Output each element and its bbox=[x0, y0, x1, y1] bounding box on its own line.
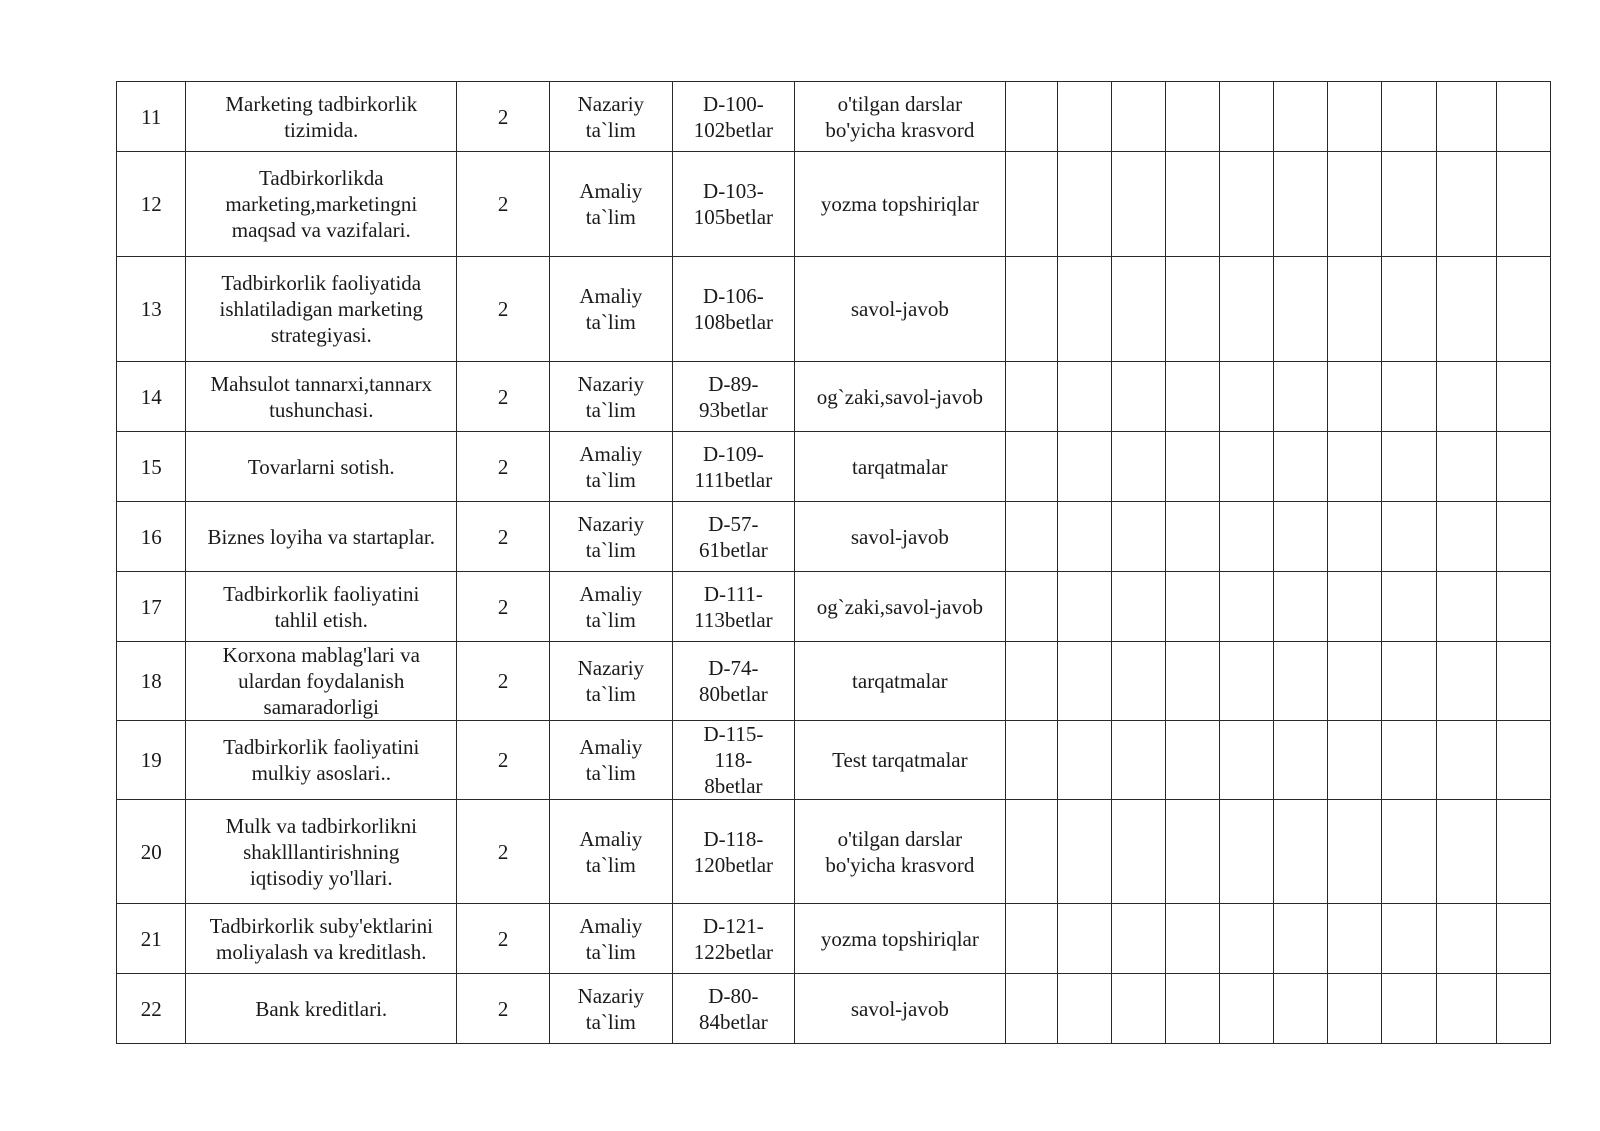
empty-grid-cell bbox=[1165, 257, 1219, 362]
lesson-topic-cell: Tovarlarni sotish. bbox=[186, 432, 457, 502]
lesson-hours-cell: 2 bbox=[457, 974, 550, 1044]
lesson-pages-cell: D-109- 111betlar bbox=[672, 432, 795, 502]
lesson-hours-cell: 2 bbox=[457, 432, 550, 502]
lesson-number-cell: 21 bbox=[117, 904, 186, 974]
lesson-topic-cell: Mulk va tadbirkorlikni shaklllantirishning iqtisodiy yo'llari. bbox=[186, 800, 457, 904]
lesson-number-cell: 22 bbox=[117, 974, 186, 1044]
empty-grid-cell bbox=[1274, 362, 1328, 432]
empty-grid-cell bbox=[1436, 974, 1496, 1044]
empty-grid-cell bbox=[1005, 974, 1057, 1044]
empty-grid-cell bbox=[1496, 974, 1550, 1044]
empty-grid-cell bbox=[1436, 904, 1496, 974]
empty-grid-cell bbox=[1274, 502, 1328, 572]
empty-grid-cell bbox=[1220, 800, 1274, 904]
empty-grid-cell bbox=[1111, 362, 1165, 432]
empty-grid-cell bbox=[1165, 362, 1219, 432]
empty-grid-cell bbox=[1165, 904, 1219, 974]
lesson-method-cell: tarqatmalar bbox=[795, 642, 1005, 721]
empty-grid-cell bbox=[1496, 432, 1550, 502]
empty-grid-cell bbox=[1274, 904, 1328, 974]
empty-grid-cell bbox=[1382, 572, 1436, 642]
empty-grid-cell bbox=[1165, 82, 1219, 152]
lesson-pages-cell: D-74- 80betlar bbox=[672, 642, 795, 721]
empty-grid-cell bbox=[1005, 642, 1057, 721]
lesson-topic-cell: Korxona mablag'lari va ulardan foydalanish samaradorligi bbox=[186, 642, 457, 721]
empty-grid-cell bbox=[1496, 904, 1550, 974]
lesson-number-cell: 18 bbox=[117, 642, 186, 721]
empty-grid-cell bbox=[1005, 800, 1057, 904]
empty-grid-cell bbox=[1220, 502, 1274, 572]
lesson-method-cell: o'tilgan darslar bo'yicha krasvord bbox=[795, 800, 1005, 904]
lesson-pages-cell: D-106- 108betlar bbox=[672, 257, 795, 362]
lesson-number-cell: 17 bbox=[117, 572, 186, 642]
lesson-method-cell: og`zaki,savol-javob bbox=[795, 362, 1005, 432]
lesson-method-cell: Test tarqatmalar bbox=[795, 721, 1005, 800]
empty-grid-cell bbox=[1382, 800, 1436, 904]
lesson-number-cell: 12 bbox=[117, 152, 186, 257]
empty-grid-cell bbox=[1382, 257, 1436, 362]
empty-grid-cell bbox=[1274, 82, 1328, 152]
empty-grid-cell bbox=[1382, 362, 1436, 432]
empty-grid-cell bbox=[1328, 362, 1382, 432]
empty-grid-cell bbox=[1220, 642, 1274, 721]
empty-grid-cell bbox=[1496, 572, 1550, 642]
lesson-number-cell: 15 bbox=[117, 432, 186, 502]
empty-grid-cell bbox=[1057, 502, 1111, 572]
lesson-hours-cell: 2 bbox=[457, 800, 550, 904]
empty-grid-cell bbox=[1005, 572, 1057, 642]
empty-grid-cell bbox=[1274, 152, 1328, 257]
lesson-type-cell: Amaliy ta`lim bbox=[550, 904, 673, 974]
lesson-pages-cell: D-89- 93betlar bbox=[672, 362, 795, 432]
empty-grid-cell bbox=[1220, 432, 1274, 502]
lesson-method-cell: tarqatmalar bbox=[795, 432, 1005, 502]
lesson-hours-cell: 2 bbox=[457, 362, 550, 432]
lesson-topic-cell: Tadbirkorlik faoliyatida ishlatiladigan marketing strategiyasi. bbox=[186, 257, 457, 362]
empty-grid-cell bbox=[1436, 721, 1496, 800]
table-row bbox=[117, 904, 1551, 974]
lesson-number-cell: 19 bbox=[117, 721, 186, 800]
empty-grid-cell bbox=[1111, 800, 1165, 904]
empty-grid-cell bbox=[1436, 432, 1496, 502]
lesson-topic-cell: Tadbirkorlik faoliyatini tahlil etish. bbox=[186, 572, 457, 642]
lesson-type-cell: Amaliy ta`lim bbox=[550, 800, 673, 904]
empty-grid-cell bbox=[1220, 152, 1274, 257]
table-row bbox=[117, 572, 1551, 642]
lesson-pages-cell: D-121- 122betlar bbox=[672, 904, 795, 974]
empty-grid-cell bbox=[1220, 721, 1274, 800]
lesson-number-cell: 16 bbox=[117, 502, 186, 572]
lesson-method-cell: o'tilgan darslar bo'yicha krasvord bbox=[795, 82, 1005, 152]
empty-grid-cell bbox=[1274, 642, 1328, 721]
empty-grid-cell bbox=[1496, 502, 1550, 572]
table-body bbox=[117, 82, 1551, 1044]
lesson-method-cell: savol-javob bbox=[795, 502, 1005, 572]
lesson-number-cell: 13 bbox=[117, 257, 186, 362]
empty-grid-cell bbox=[1496, 800, 1550, 904]
empty-grid-cell bbox=[1382, 432, 1436, 502]
empty-grid-cell bbox=[1057, 642, 1111, 721]
table-row bbox=[117, 800, 1551, 904]
lesson-plan-table bbox=[116, 81, 1551, 1044]
empty-grid-cell bbox=[1111, 974, 1165, 1044]
lesson-type-cell: Amaliy ta`lim bbox=[550, 432, 673, 502]
lesson-topic-cell: Tadbirkorlik faoliyatini mulkiy asoslari.. bbox=[186, 721, 457, 800]
lesson-method-cell: savol-javob bbox=[795, 974, 1005, 1044]
empty-grid-cell bbox=[1496, 721, 1550, 800]
empty-grid-cell bbox=[1220, 572, 1274, 642]
lesson-type-cell: Nazariy ta`lim bbox=[550, 82, 673, 152]
lesson-method-cell: og`zaki,savol-javob bbox=[795, 572, 1005, 642]
table-row bbox=[117, 642, 1551, 721]
empty-grid-cell bbox=[1057, 974, 1111, 1044]
empty-grid-cell bbox=[1111, 152, 1165, 257]
empty-grid-cell bbox=[1328, 257, 1382, 362]
empty-grid-cell bbox=[1274, 432, 1328, 502]
empty-grid-cell bbox=[1382, 502, 1436, 572]
lesson-type-cell: Nazariy ta`lim bbox=[550, 974, 673, 1044]
lesson-type-cell: Amaliy ta`lim bbox=[550, 572, 673, 642]
empty-grid-cell bbox=[1382, 82, 1436, 152]
empty-grid-cell bbox=[1111, 257, 1165, 362]
lesson-number-cell: 14 bbox=[117, 362, 186, 432]
empty-grid-cell bbox=[1165, 572, 1219, 642]
lesson-type-cell: Amaliy ta`lim bbox=[550, 152, 673, 257]
lesson-topic-cell: Biznes loyiha va startaplar. bbox=[186, 502, 457, 572]
table-row bbox=[117, 721, 1551, 800]
empty-grid-cell bbox=[1220, 362, 1274, 432]
empty-grid-cell bbox=[1165, 800, 1219, 904]
lesson-pages-cell: D-100- 102betlar bbox=[672, 82, 795, 152]
empty-grid-cell bbox=[1328, 974, 1382, 1044]
empty-grid-cell bbox=[1005, 904, 1057, 974]
lesson-type-cell: Nazariy ta`lim bbox=[550, 502, 673, 572]
lesson-hours-cell: 2 bbox=[457, 152, 550, 257]
empty-grid-cell bbox=[1165, 974, 1219, 1044]
empty-grid-cell bbox=[1274, 974, 1328, 1044]
lesson-pages-cell: D-80- 84betlar bbox=[672, 974, 795, 1044]
empty-grid-cell bbox=[1005, 152, 1057, 257]
lesson-hours-cell: 2 bbox=[457, 721, 550, 800]
table-row bbox=[117, 82, 1551, 152]
empty-grid-cell bbox=[1436, 82, 1496, 152]
empty-grid-cell bbox=[1165, 502, 1219, 572]
empty-grid-cell bbox=[1382, 904, 1436, 974]
empty-grid-cell bbox=[1382, 152, 1436, 257]
table-row bbox=[117, 362, 1551, 432]
empty-grid-cell bbox=[1436, 152, 1496, 257]
empty-grid-cell bbox=[1057, 432, 1111, 502]
lesson-topic-cell: Marketing tadbirkorlik tizimida. bbox=[186, 82, 457, 152]
empty-grid-cell bbox=[1382, 721, 1436, 800]
empty-grid-cell bbox=[1328, 904, 1382, 974]
empty-grid-cell bbox=[1436, 642, 1496, 721]
empty-grid-cell bbox=[1496, 362, 1550, 432]
lesson-topic-cell: Tadbirkorlikda marketing,marketingni maqsad va vazifalari. bbox=[186, 152, 457, 257]
table-row bbox=[117, 257, 1551, 362]
empty-grid-cell bbox=[1436, 362, 1496, 432]
empty-grid-cell bbox=[1057, 257, 1111, 362]
lesson-pages-cell: D-103- 105betlar bbox=[672, 152, 795, 257]
empty-grid-cell bbox=[1005, 362, 1057, 432]
lesson-hours-cell: 2 bbox=[457, 257, 550, 362]
empty-grid-cell bbox=[1436, 800, 1496, 904]
lesson-method-cell: savol-javob bbox=[795, 257, 1005, 362]
empty-grid-cell bbox=[1111, 572, 1165, 642]
empty-grid-cell bbox=[1496, 257, 1550, 362]
empty-grid-cell bbox=[1382, 974, 1436, 1044]
table-row bbox=[117, 502, 1551, 572]
empty-grid-cell bbox=[1220, 904, 1274, 974]
empty-grid-cell bbox=[1165, 642, 1219, 721]
lesson-method-cell: yozma topshiriqlar bbox=[795, 152, 1005, 257]
empty-grid-cell bbox=[1005, 432, 1057, 502]
lesson-topic-cell: Bank kreditlari. bbox=[186, 974, 457, 1044]
empty-grid-cell bbox=[1496, 642, 1550, 721]
empty-grid-cell bbox=[1496, 152, 1550, 257]
lesson-pages-cell: D-115- 118- 8betlar bbox=[672, 721, 795, 800]
lesson-topic-cell: Mahsulot tannarxi,tannarx tushunchasi. bbox=[186, 362, 457, 432]
empty-grid-cell bbox=[1005, 502, 1057, 572]
empty-grid-cell bbox=[1274, 721, 1328, 800]
empty-grid-cell bbox=[1328, 502, 1382, 572]
empty-grid-cell bbox=[1328, 800, 1382, 904]
empty-grid-cell bbox=[1328, 572, 1382, 642]
empty-grid-cell bbox=[1220, 974, 1274, 1044]
empty-grid-cell bbox=[1005, 721, 1057, 800]
empty-grid-cell bbox=[1057, 362, 1111, 432]
empty-grid-cell bbox=[1328, 721, 1382, 800]
empty-grid-cell bbox=[1274, 572, 1328, 642]
empty-grid-cell bbox=[1111, 904, 1165, 974]
empty-grid-cell bbox=[1005, 257, 1057, 362]
empty-grid-cell bbox=[1274, 257, 1328, 362]
empty-grid-cell bbox=[1436, 572, 1496, 642]
empty-grid-cell bbox=[1111, 432, 1165, 502]
lesson-hours-cell: 2 bbox=[457, 502, 550, 572]
lesson-topic-cell: Tadbirkorlik suby'ektlarini moliyalash va kreditlash. bbox=[186, 904, 457, 974]
empty-grid-cell bbox=[1111, 502, 1165, 572]
lesson-pages-cell: D-111- 113betlar bbox=[672, 572, 795, 642]
empty-grid-cell bbox=[1328, 432, 1382, 502]
lesson-pages-cell: D-118- 120betlar bbox=[672, 800, 795, 904]
lesson-type-cell: Nazariy ta`lim bbox=[550, 642, 673, 721]
empty-grid-cell bbox=[1057, 904, 1111, 974]
empty-grid-cell bbox=[1057, 721, 1111, 800]
empty-grid-cell bbox=[1328, 82, 1382, 152]
empty-grid-cell bbox=[1057, 152, 1111, 257]
empty-grid-cell bbox=[1382, 642, 1436, 721]
empty-grid-cell bbox=[1111, 642, 1165, 721]
empty-grid-cell bbox=[1057, 82, 1111, 152]
empty-grid-cell bbox=[1328, 642, 1382, 721]
empty-grid-cell bbox=[1274, 800, 1328, 904]
lesson-number-cell: 20 bbox=[117, 800, 186, 904]
empty-grid-cell bbox=[1057, 572, 1111, 642]
empty-grid-cell bbox=[1496, 82, 1550, 152]
lesson-hours-cell: 2 bbox=[457, 572, 550, 642]
empty-grid-cell bbox=[1436, 257, 1496, 362]
lesson-type-cell: Amaliy ta`lim bbox=[550, 721, 673, 800]
empty-grid-cell bbox=[1328, 152, 1382, 257]
empty-grid-cell bbox=[1220, 82, 1274, 152]
empty-grid-cell bbox=[1165, 721, 1219, 800]
table-row bbox=[117, 152, 1551, 257]
table-row bbox=[117, 974, 1551, 1044]
lesson-hours-cell: 2 bbox=[457, 904, 550, 974]
table-row bbox=[117, 432, 1551, 502]
empty-grid-cell bbox=[1057, 800, 1111, 904]
empty-grid-cell bbox=[1165, 152, 1219, 257]
empty-grid-cell bbox=[1436, 502, 1496, 572]
lesson-pages-cell: D-57- 61betlar bbox=[672, 502, 795, 572]
empty-grid-cell bbox=[1111, 721, 1165, 800]
lesson-hours-cell: 2 bbox=[457, 82, 550, 152]
lesson-number-cell: 11 bbox=[117, 82, 186, 152]
empty-grid-cell bbox=[1165, 432, 1219, 502]
lesson-type-cell: Nazariy ta`lim bbox=[550, 362, 673, 432]
lesson-method-cell: yozma topshiriqlar bbox=[795, 904, 1005, 974]
lesson-type-cell: Amaliy ta`lim bbox=[550, 257, 673, 362]
empty-grid-cell bbox=[1005, 82, 1057, 152]
empty-grid-cell bbox=[1111, 82, 1165, 152]
empty-grid-cell bbox=[1220, 257, 1274, 362]
lesson-hours-cell: 2 bbox=[457, 642, 550, 721]
